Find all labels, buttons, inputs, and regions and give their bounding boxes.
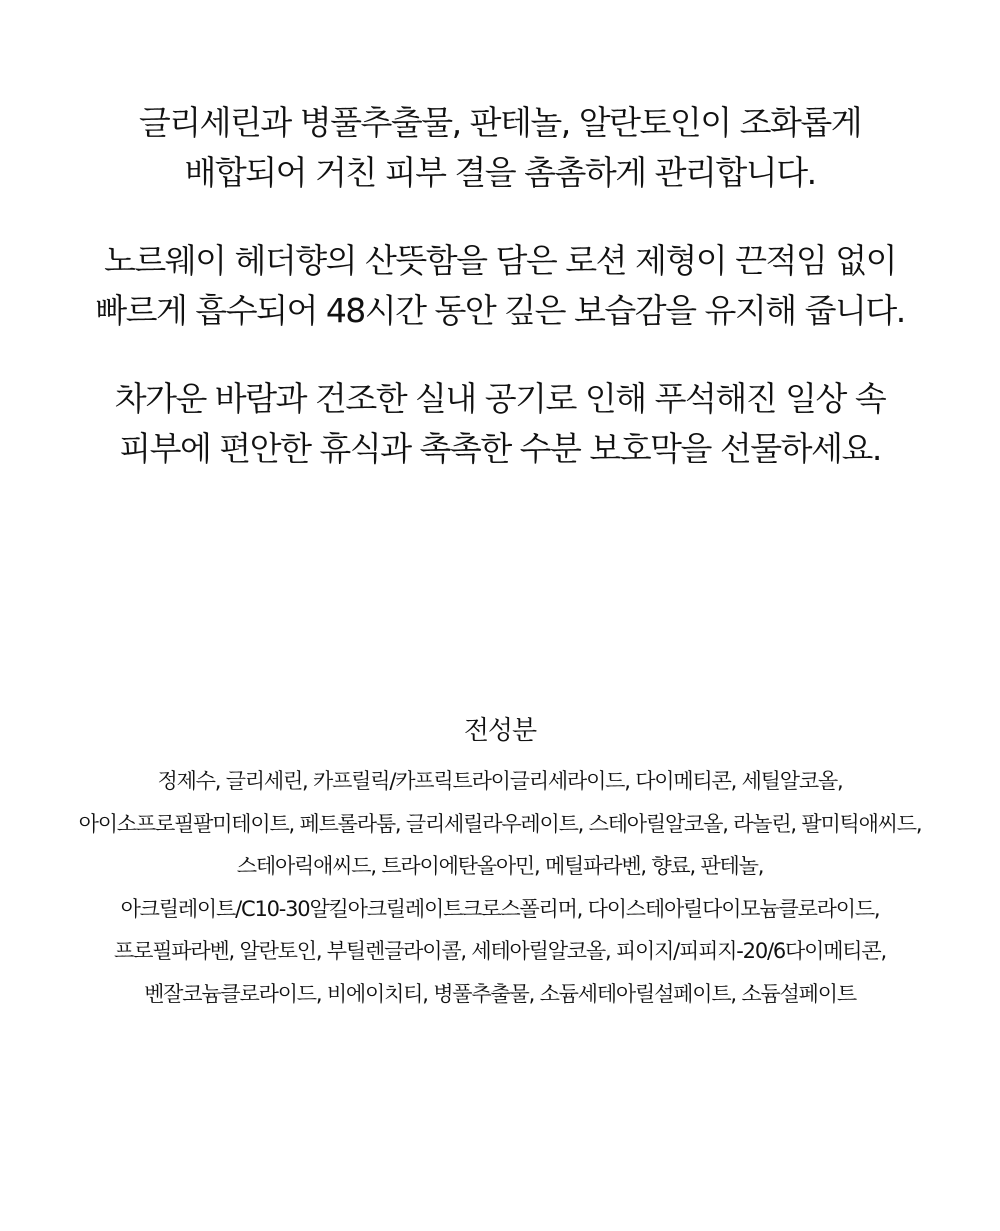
ingredients-line: 정제수, 글리세린, 카프릴릭/카프릭트라이글리세라이드, 다이메티콘, 세틸알코올,: [157, 769, 843, 793]
description-line: 빠르게 흡수되어 48시간 동안 깊은 보습감을 유지해 줍니다.: [95, 291, 905, 330]
description-paragraph-2: [0, 236, 1000, 336]
description-paragraph-1: [0, 98, 1000, 198]
ingredients-line: 아이소프로필팔미테이트, 페트롤라툼, 글리세릴라우레이트, 스테아릴알코올, 라놀린, 팔미틱애씨드,: [78, 811, 922, 836]
description-line: 노르웨이 헤더향의 산뜻함을 담은 로션 제형이 끈적임 없이: [104, 241, 896, 280]
description-line: 배합되어 거친 피부 결을 촘촘하게 관리합니다.: [184, 153, 816, 192]
description-line: 차가운 바람과 건조한 실내 공기로 인해 푸석해진 일상 속: [114, 379, 886, 418]
ingredients-line: 아크릴레이트/C10-30알킬아크릴레이트크로스폴리머, 다이스테아릴다이모늄클로라이드,: [120, 896, 880, 921]
ingredients-line: 벤잘코늄클로라이드, 비에이치티, 병풀추출물, 소듐세테아릴설페이트, 소듐설페이트: [144, 981, 856, 1006]
ingredients-line: 프로필파라벤, 알란토인, 부틸렌글라이콜, 세테아릴알코올, 피이지/피피지-20/6다이메티콘,: [114, 939, 886, 963]
description-paragraph-3: [0, 374, 1000, 474]
description-line: 피부에 편안한 휴식과 촉촉한 수분 보호막을 선물하세요.: [119, 429, 881, 468]
ingredients-line: 스테아릭애씨드, 트라이에탄올아민, 메틸파라벤, 향료, 판테놀,: [236, 854, 764, 878]
description-line: 글리세린과 병풀추출물, 판테놀, 알란토인이 조화롭게: [138, 103, 862, 142]
ingredients-section: [0, 708, 1000, 1015]
product-description: [0, 98, 1000, 512]
ingredients-title: 전성분: [463, 716, 537, 746]
